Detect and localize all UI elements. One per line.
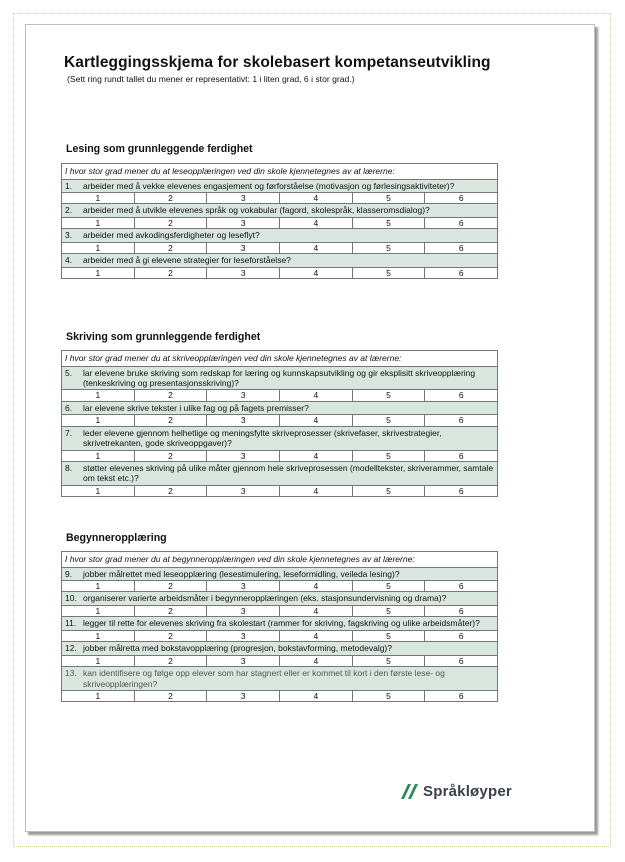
rating-scale bbox=[62, 691, 497, 702]
rating-1[interactable]: 1 bbox=[62, 656, 135, 667]
rating-3[interactable]: 3 bbox=[207, 243, 280, 254]
question-row: 9. jobber målrettet med leseopplæring (lesestimulering, leseformidling, veileda lesing)? bbox=[62, 568, 497, 581]
rating-4[interactable]: 4 bbox=[280, 243, 353, 254]
rating-scale bbox=[62, 631, 497, 643]
rating-6[interactable]: 6 bbox=[458, 267, 464, 278]
section-heading-begynneropplaering: Begynneropplæring bbox=[66, 532, 167, 544]
rating-1[interactable]: 1 bbox=[62, 581, 135, 592]
rating-scale bbox=[62, 606, 497, 618]
rating-2[interactable]: 2 bbox=[135, 268, 208, 279]
rating-1[interactable]: 1 bbox=[62, 193, 135, 204]
page-subtitle: (Sett ring rundt tallet du mener er representativt: 1 i liten grad, 6 i stor grad.) bbox=[67, 74, 355, 84]
question-row: 1. arbeider med å vekke elevenes engasjement og førforståelse (motivasjon og førlesingsaktiviteter)? bbox=[62, 180, 497, 193]
rating-2[interactable]: 2 bbox=[135, 606, 208, 617]
rating-4[interactable]: 4 bbox=[280, 268, 353, 279]
rating-3[interactable]: 3 bbox=[207, 656, 280, 667]
rating-2[interactable]: 2 bbox=[135, 486, 208, 497]
rating-scale bbox=[62, 390, 497, 402]
rating-5[interactable]: 5 bbox=[353, 193, 426, 204]
section-table-skriving bbox=[61, 350, 498, 497]
rating-5[interactable]: 5 bbox=[353, 631, 426, 642]
rating-2[interactable]: 2 bbox=[135, 691, 208, 702]
rating-1[interactable]: 1 bbox=[62, 218, 135, 229]
question-row: 4. arbeider med å gi elevene strategier for leseforståelse? bbox=[62, 254, 497, 267]
rating-3[interactable]: 3 bbox=[207, 218, 280, 229]
rating-3[interactable]: 3 bbox=[207, 486, 280, 497]
rating-2[interactable]: 2 bbox=[135, 193, 208, 204]
rating-6[interactable]: 6 bbox=[458, 415, 464, 426]
rating-scale bbox=[62, 193, 497, 205]
rating-4[interactable]: 4 bbox=[280, 415, 353, 426]
rating-scale bbox=[62, 656, 497, 668]
rating-scale bbox=[62, 486, 497, 497]
rating-3[interactable]: 3 bbox=[207, 415, 280, 426]
rating-4[interactable]: 4 bbox=[280, 691, 353, 702]
rating-scale bbox=[62, 268, 497, 279]
rating-1[interactable]: 1 bbox=[62, 451, 135, 462]
section-intro: I hvor stor grad mener du at leseopplæringen ved din skole kjennetegnes av at lærerne: bbox=[62, 164, 497, 180]
rating-4[interactable]: 4 bbox=[280, 606, 353, 617]
rating-5[interactable]: 5 bbox=[353, 451, 426, 462]
question-row: 2. arbeider med å utvikle elevenes språk og vokabular (fagord, skolespråk, klasseromsdialog)? bbox=[62, 204, 497, 217]
rating-6[interactable]: 6 bbox=[458, 655, 464, 666]
rating-3[interactable]: 3 bbox=[207, 451, 280, 462]
rating-5[interactable]: 5 bbox=[353, 581, 426, 592]
section-intro: I hvor stor grad mener du at begynneropplæringen ved din skole kjennetegnes av at lærerne: bbox=[62, 552, 497, 568]
sprakloyper-logo bbox=[400, 782, 512, 800]
rating-3[interactable]: 3 bbox=[207, 691, 280, 702]
rating-3[interactable]: 3 bbox=[207, 193, 280, 204]
rating-4[interactable]: 4 bbox=[280, 486, 353, 497]
rating-4[interactable]: 4 bbox=[280, 631, 353, 642]
rating-3[interactable]: 3 bbox=[207, 631, 280, 642]
rating-4[interactable]: 4 bbox=[280, 656, 353, 667]
rating-scale bbox=[62, 243, 497, 255]
rating-6[interactable]: 6 bbox=[458, 217, 464, 228]
rating-1[interactable]: 1 bbox=[62, 486, 135, 497]
rating-5[interactable]: 5 bbox=[353, 390, 426, 401]
section-table-lesing bbox=[61, 163, 498, 279]
rating-1[interactable]: 1 bbox=[62, 243, 135, 254]
rating-5[interactable]: 5 bbox=[353, 218, 426, 229]
rating-4[interactable]: 4 bbox=[280, 581, 353, 592]
rating-2[interactable]: 2 bbox=[135, 451, 208, 462]
question-row: 12. jobber målretta med bokstavopplæring (progresjon, bokstavforming, metodevalg)? bbox=[62, 642, 497, 655]
rating-6[interactable]: 6 bbox=[458, 242, 464, 253]
rating-4[interactable]: 4 bbox=[280, 451, 353, 462]
rating-6[interactable]: 6 bbox=[458, 485, 464, 496]
rating-2[interactable]: 2 bbox=[135, 415, 208, 426]
rating-6[interactable]: 6 bbox=[458, 580, 464, 591]
rating-5[interactable]: 5 bbox=[353, 415, 426, 426]
rating-3[interactable]: 3 bbox=[207, 581, 280, 592]
section-table-begynneropplaering bbox=[61, 551, 498, 702]
rating-4[interactable]: 4 bbox=[280, 193, 353, 204]
logo-text: Språkløyper bbox=[423, 782, 512, 800]
rating-2[interactable]: 2 bbox=[135, 656, 208, 667]
rating-1[interactable]: 1 bbox=[62, 390, 135, 401]
question-row: 6. lar elevene skrive tekster i ulike fag og på fagets premisser? bbox=[62, 402, 497, 415]
rating-2[interactable]: 2 bbox=[135, 581, 208, 592]
rating-2[interactable]: 2 bbox=[135, 390, 208, 401]
rating-6[interactable]: 6 bbox=[458, 630, 464, 641]
rating-scale bbox=[62, 218, 497, 230]
rating-4[interactable]: 4 bbox=[280, 390, 353, 401]
rating-5[interactable]: 5 bbox=[353, 486, 426, 497]
rating-5[interactable]: 5 bbox=[353, 691, 426, 702]
rating-6[interactable]: 6 bbox=[458, 605, 464, 616]
rating-4[interactable]: 4 bbox=[280, 218, 353, 229]
section-heading-lesing: Lesing som grunnleggende ferdighet bbox=[66, 143, 253, 155]
rating-scale bbox=[62, 415, 497, 427]
question-row: 10. organiserer varierte arbeidsmåter i begynneropplæringen (eks. stasjonsundervisning og drama)? bbox=[62, 592, 497, 605]
rating-2[interactable]: 2 bbox=[135, 631, 208, 642]
rating-5[interactable]: 5 bbox=[353, 606, 426, 617]
sprakloyper-logo-icon bbox=[400, 782, 420, 800]
rating-1[interactable]: 1 bbox=[62, 631, 135, 642]
rating-3[interactable]: 3 bbox=[207, 268, 280, 279]
question-row: 3. arbeider med avkodingsferdigheter og leseflyt? bbox=[62, 229, 497, 242]
question-row: 11. legger til rette for elevenes skriving fra skolestart (rammer for skriving, fagskriving og ulike arbeidsmåter)? bbox=[62, 617, 497, 630]
rating-5[interactable]: 5 bbox=[353, 656, 426, 667]
rating-5[interactable]: 5 bbox=[353, 268, 426, 279]
rating-6[interactable]: 6 bbox=[458, 390, 464, 401]
rating-scale bbox=[62, 581, 497, 593]
rating-3[interactable]: 3 bbox=[207, 606, 280, 617]
question-row: 5. lar elevene bruke skriving som redskap for læring og kunnskapsutvikling og gir eksplisitt skriveopplæring (tenkeskriving og presentasjonsskriving)? bbox=[62, 367, 497, 391]
rating-1[interactable]: 1 bbox=[62, 691, 135, 702]
rating-5[interactable]: 5 bbox=[353, 243, 426, 254]
rating-3[interactable]: 3 bbox=[207, 390, 280, 401]
rating-1[interactable]: 1 bbox=[62, 606, 135, 617]
rating-2[interactable]: 2 bbox=[135, 243, 208, 254]
rating-6[interactable]: 6 bbox=[458, 690, 464, 701]
rating-6[interactable]: 6 bbox=[458, 192, 464, 203]
rating-6[interactable]: 6 bbox=[458, 450, 464, 461]
question-row: 13. kan identifisere og følge opp elever som har stagnert eller er kommet til kort i den første lese- og skriveopplæringen? bbox=[62, 667, 497, 691]
question-row: 8. støtter elevenes skriving på ulike måter gjennom hele skriveprosessen (modelltekster, skriverammer, samtale om tekst etc.)? bbox=[62, 462, 497, 486]
rating-1[interactable]: 1 bbox=[62, 268, 135, 279]
page-title: Kartleggingsskjema for skolebasert kompetanseutvikling bbox=[64, 54, 491, 71]
rating-scale bbox=[62, 451, 497, 463]
rating-1[interactable]: 1 bbox=[62, 415, 135, 426]
section-intro: I hvor stor grad mener du at skriveopplæringen ved din skole kjennetegnes av at lærerne: bbox=[62, 351, 497, 367]
question-row: 7. leder elevene gjennom helhetlige og meningsfylte skriveprosesser (skrivefaser, skrivestrategier, skrivetrekanten, gode skriveoppgaver)? bbox=[62, 427, 497, 451]
rating-2[interactable]: 2 bbox=[135, 218, 208, 229]
section-heading-skriving: Skriving som grunnleggende ferdighet bbox=[66, 331, 261, 343]
